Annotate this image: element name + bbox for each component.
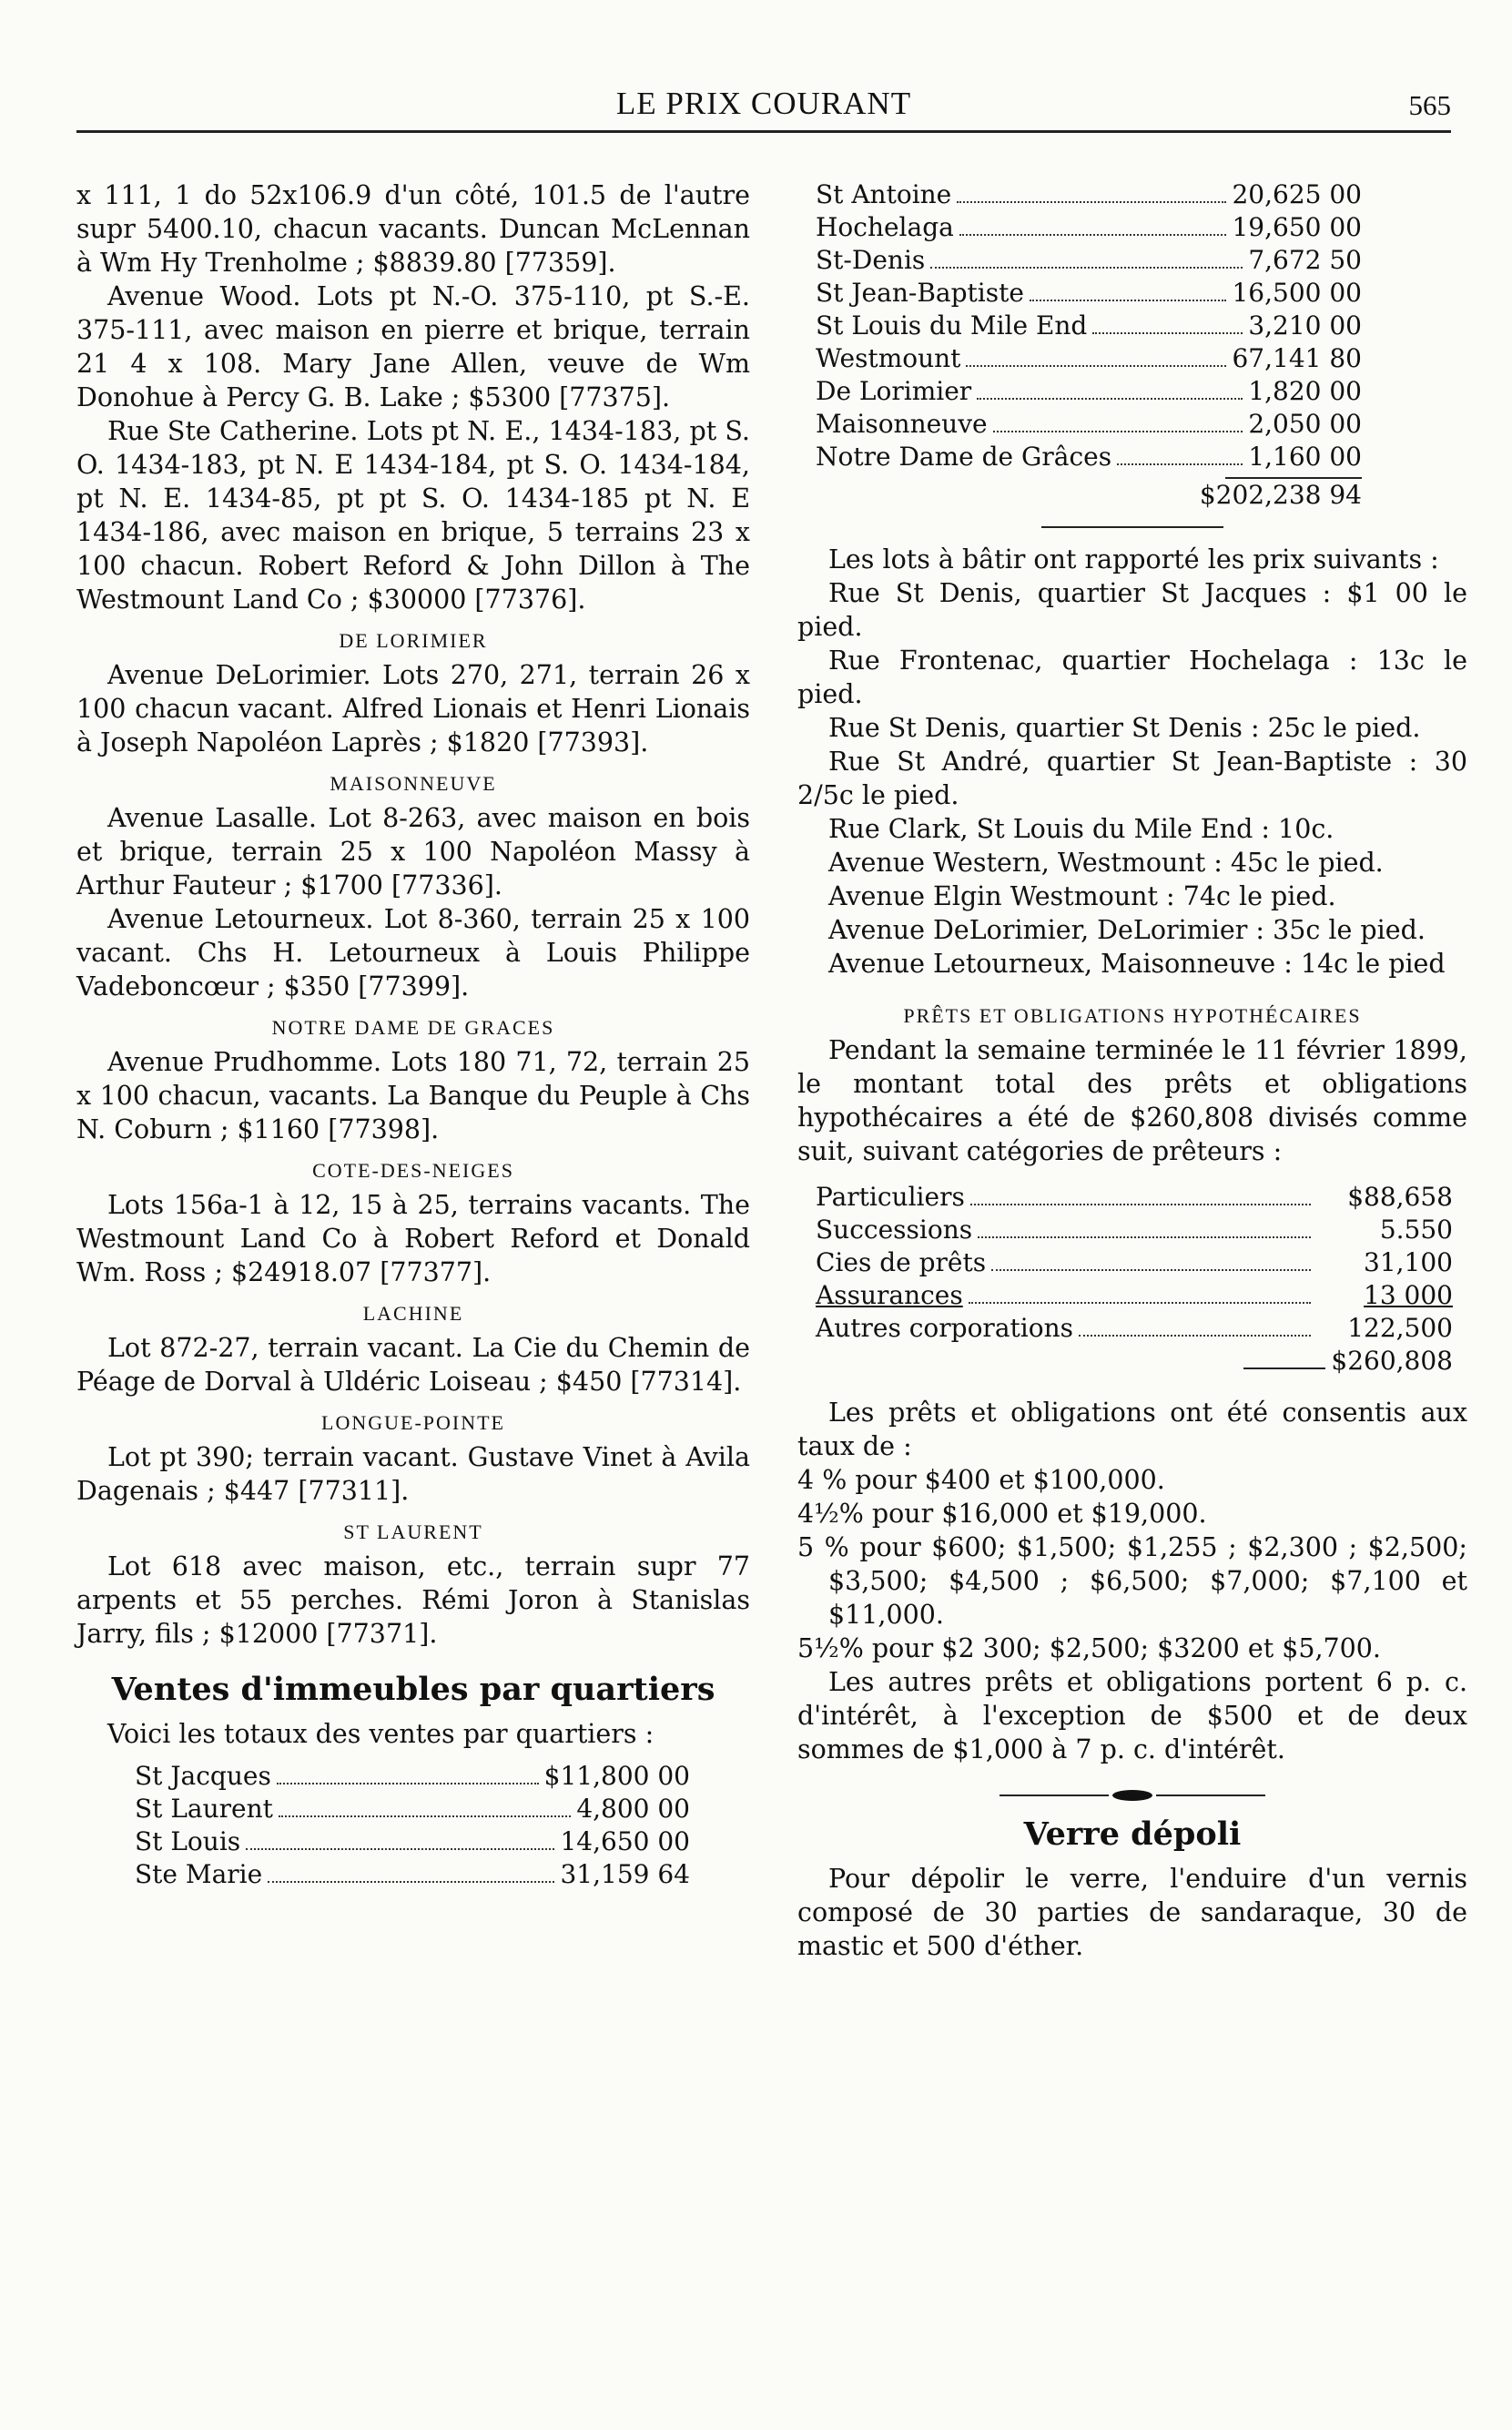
district-heading: NOTRE DAME DE GRACES xyxy=(271,1016,555,1039)
leader-dots xyxy=(1079,1335,1311,1337)
sale-entry: Lot 872-27, terrain vacant. La Cie du Chemin de Péage de Dorval à Uldéric Loiseau ; $450 [77314]. xyxy=(76,1333,750,1397)
leader-dots xyxy=(969,1302,1311,1304)
leader-dots xyxy=(966,365,1226,367)
ledger-amount: 20,625 00 xyxy=(1232,179,1362,209)
section-divider xyxy=(1041,526,1223,528)
ledger-row xyxy=(135,1858,690,1891)
sale-entry: Lot pt 390; terrain vacant. Gustave Vinet à Avila Dagenais ; $447 [77311]. xyxy=(76,1442,750,1506)
header-rule xyxy=(76,130,1451,133)
lot-price: Rue St Denis, quartier St Jacques : $1 00 le pied. xyxy=(797,578,1467,642)
lender-categories-table xyxy=(816,1181,1453,1378)
ledger-amount: 16,500 00 xyxy=(1232,278,1362,308)
lender-amount: 13 000 xyxy=(1364,1280,1453,1310)
sale-entry: Avenue Letourneux. Lot 8-360, terrain 25 x 100 vacant. Chs H. Letourneux à Louis Philippe Vadeboncœur ; $350 [77399]. xyxy=(76,904,750,1001)
section-title: Ventes d'immeubles par quartiers xyxy=(111,1671,715,1708)
lender-name: Assurances xyxy=(816,1280,963,1310)
district-heading: ST LAURENT xyxy=(343,1520,483,1543)
rates-outro: Les autres prêts et obligations portent 6 p. c. d'intérêt, à l'exception de $500 et de deux sommes de $1,000 à 7 p. c. d'intérêt. xyxy=(797,1667,1467,1764)
sale-entry: Avenue Lasalle. Lot 8-263, avec maison en bois et brique, terrain 25 x 100 Napoléon Massy à Arthur Fauteur ; $1700 [77336]. xyxy=(76,803,750,900)
lender-row xyxy=(816,1181,1453,1214)
lot-price: Avenue Elgin Westmount : 74c le pied. xyxy=(828,881,1336,911)
ledger-name: Notre Dame de Grâces xyxy=(816,442,1112,472)
lot-price: Avenue DeLorimier, DeLorimier : 35c le pied. xyxy=(828,915,1426,945)
leader-dots xyxy=(978,1236,1311,1238)
ledger-row xyxy=(816,310,1362,342)
leader-dots xyxy=(1117,463,1243,465)
sale-entry: Avenue Wood. Lots pt N.-O. 375-110, pt S.-E. 375-111, avec maison en pierre et brique, terrain 21 4 x 108. Mary Jane Allen, veuve de Wm Donohue à Percy G. B. Lake ; $5300 [77375]. xyxy=(76,281,750,412)
ornament-line xyxy=(1000,1795,1109,1796)
ledger-amount: $11,800 00 xyxy=(543,1761,690,1791)
ledger-amount: 1,160 00 xyxy=(1248,442,1362,472)
rates-intro: Les prêts et obligations ont été consentis aux taux de : xyxy=(797,1398,1467,1461)
ledger-name: St Louis du Mile End xyxy=(816,310,1088,341)
leader-dots xyxy=(1092,332,1243,334)
sale-entry: Lot 618 avec maison, etc., terrain supr 77 arpents et 55 perches. Rémi Joron à Stanislas Jarry, fils ; $12000 [77371]. xyxy=(76,1551,750,1649)
sale-entry: x 111, 1 do 52x106.9 d'un côté, 101.5 de l'autre supr 5400.10, chacun vacants. Duncan McLennan à Wm Hy Trenholme ; $8839.80 [77359]. xyxy=(76,180,750,278)
district-heading: LONGUE-POINTE xyxy=(321,1411,505,1434)
ledger-name: St Laurent xyxy=(135,1794,273,1824)
ledger-row xyxy=(816,211,1362,244)
ornament-divider xyxy=(797,1790,1467,1801)
lender-total: $260,808 xyxy=(1331,1346,1453,1376)
ledger-name: Maisonneuve xyxy=(816,409,988,439)
lender-row xyxy=(816,1312,1453,1345)
sale-entry: Lots 156a-1 à 12, 15 à 25, terrains vacants. The Westmount Land Co à Robert Reford et Donald Wm. Ross ; $24918.07 [77377]. xyxy=(76,1190,750,1287)
rate-line: 5 % pour $600; $1,500; $1,255 ; $2,300 ; $2,500; $3,500; $4,500 ; $6,500; $7,000; $7,100 et $11,000. xyxy=(797,1532,1467,1630)
district-heading: LACHINE xyxy=(362,1302,464,1325)
lender-row xyxy=(816,1279,1453,1312)
leader-dots xyxy=(246,1848,554,1850)
leader-dots xyxy=(970,1204,1311,1205)
leader-dots xyxy=(277,1783,539,1784)
ledger-name: Ste Marie xyxy=(135,1859,263,1889)
lot-price: Rue Frontenac, quartier Hochelaga : 13c le pied. xyxy=(797,646,1467,709)
ledger-name: Westmount xyxy=(816,343,961,373)
lot-price: Rue Clark, St Louis du Mile End : 10c. xyxy=(828,814,1334,844)
ledger-amount: 1,820 00 xyxy=(1248,376,1362,406)
lender-row xyxy=(816,1214,1453,1246)
leader-dots xyxy=(268,1881,554,1883)
article-body: Pour dépolir le verre, l'enduire d'un vernis composé de 30 parties de sandaraque, 30 de mastic et 500 d'éther. xyxy=(797,1864,1467,1961)
rates-list xyxy=(797,1463,1467,1665)
running-title: LE PRIX COURANT xyxy=(615,86,912,121)
ledger-amount: 31,159 64 xyxy=(560,1859,690,1889)
leader-dots xyxy=(930,267,1243,269)
ledger-name: Hochelaga xyxy=(816,212,954,242)
rate-line: 4½% pour $16,000 et $19,000. xyxy=(797,1499,1207,1529)
ledger-name: St Antoine xyxy=(816,179,952,209)
left-column xyxy=(76,178,750,1891)
right-column xyxy=(797,178,1467,1963)
ledger-name: St Louis xyxy=(135,1826,241,1856)
lots-intro: Les lots à bâtir ont rapporté les prix suivants : xyxy=(828,544,1439,574)
ledger-amount: 3,210 00 xyxy=(1248,310,1362,341)
lot-price: Rue St André, quartier St Jean-Baptiste : 30 2/5c le pied. xyxy=(797,747,1467,810)
loans-intro: Pendant la semaine terminée le 11 février 1899, le montant total des prêts et obligations hypothécaires a été de $260,808 divisés comme suit, suivant catégories de prêteurs : xyxy=(797,1035,1467,1166)
leader-dots xyxy=(1030,300,1227,301)
ledger-amount: 4,800 00 xyxy=(576,1794,690,1824)
ward-totals-table-continued xyxy=(816,178,1362,512)
leader-dots xyxy=(959,234,1227,236)
district-heading: DE LORIMIER xyxy=(339,629,488,652)
lender-total-row xyxy=(816,1345,1453,1378)
rate-line: 4 % pour $400 et $100,000. xyxy=(797,1465,1165,1495)
ledger-name: St-Denis xyxy=(816,245,926,275)
ledger-name: St Jacques xyxy=(135,1761,271,1791)
ledger-amount: 67,141 80 xyxy=(1232,343,1362,373)
ledger-name: St Jean-Baptiste xyxy=(816,278,1024,308)
lender-name: Autres corporations xyxy=(816,1313,1073,1343)
page-number: 565 xyxy=(1408,89,1451,121)
section-intro: Voici les totaux des ventes par quartiers : xyxy=(107,1719,655,1749)
lender-amount: 31,100 xyxy=(1364,1247,1453,1277)
ledger-row xyxy=(135,1793,690,1825)
ledger-row xyxy=(816,277,1362,310)
total-rule xyxy=(1243,1368,1325,1369)
rate-line: 5½% pour $2 300; $2,500; $3200 et $5,700. xyxy=(797,1633,1381,1663)
ward-totals-table xyxy=(135,1760,690,1891)
lot-price: Avenue Letourneux, Maisonneuve : 14c le pied xyxy=(828,949,1446,979)
sale-entry: Avenue DeLorimier. Lots 270, 271, terrain 26 x 100 chacun vacant. Alfred Lionais et Henri Lionais à Joseph Napoléon Laprès ; $1820 [77393]. xyxy=(76,660,750,757)
leader-dots xyxy=(957,201,1226,203)
ledger-total-row xyxy=(816,479,1362,512)
ledger-row xyxy=(816,178,1362,211)
lender-name: Successions xyxy=(816,1215,973,1245)
lender-amount: $88,658 xyxy=(1347,1182,1453,1212)
ledger-row xyxy=(816,408,1362,441)
sale-entry: Rue Ste Catherine. Lots pt N. E., 1434-183, pt S. O. 1434-183, pt N. E 1434-184, pt S. O. 1434-184, pt N. E. 1434-85, pt pt S. O. 1434-185 pt N. E 1434-186, avec maison en brique, 5 terrains 23 x 100 chacun. Robert Reford & John Dillon à The Westmount Land Co ; $30000 [77376]. xyxy=(76,416,750,615)
leader-dots xyxy=(993,431,1243,432)
leader-dots xyxy=(279,1815,571,1817)
ledger-row xyxy=(816,375,1362,408)
lender-name: Particuliers xyxy=(816,1182,965,1212)
loans-heading: PRÊTS ET OBLIGATIONS HYPOTHÉCAIRES xyxy=(903,1004,1362,1027)
lender-amount: 5.550 xyxy=(1379,1215,1453,1245)
ledger-total: $202,238 94 xyxy=(1199,480,1362,510)
district-heading: COTE-DES-NEIGES xyxy=(312,1159,514,1182)
ledger-row xyxy=(816,441,1362,473)
ledger-row xyxy=(816,244,1362,277)
lender-name: Cies de prêts xyxy=(816,1247,987,1277)
ledger-amount: 2,050 00 xyxy=(1248,409,1362,439)
district-heading: MAISONNEUVE xyxy=(330,772,497,795)
page-header xyxy=(76,78,1451,133)
ledger-amount: 14,650 00 xyxy=(560,1826,690,1856)
sale-entry: Avenue Prudhomme. Lots 180 71, 72, terrain 25 x 100 chacun, vacants. La Banque du Peuple à Chs N. Coburn ; $1160 [77398]. xyxy=(76,1047,750,1144)
lot-price: Rue St Denis, quartier St Denis : 25c le pied. xyxy=(828,713,1421,743)
lender-row xyxy=(816,1246,1453,1279)
leader-dots xyxy=(977,398,1243,400)
ornament-line xyxy=(1156,1795,1265,1796)
ledger-name: De Lorimier xyxy=(816,376,972,406)
ledger-row xyxy=(135,1760,690,1793)
lender-amount: 122,500 xyxy=(1347,1313,1453,1343)
ledger-row xyxy=(135,1825,690,1858)
ledger-amount: 19,650 00 xyxy=(1232,212,1362,242)
article-title: Verre dépoli xyxy=(1023,1815,1242,1853)
ledger-amount: 7,672 50 xyxy=(1248,245,1362,275)
lot-price: Avenue Western, Westmount : 45c le pied. xyxy=(828,848,1384,878)
leader-dots xyxy=(991,1269,1311,1271)
ledger-row xyxy=(816,342,1362,375)
ornament-diamond xyxy=(1112,1790,1152,1801)
